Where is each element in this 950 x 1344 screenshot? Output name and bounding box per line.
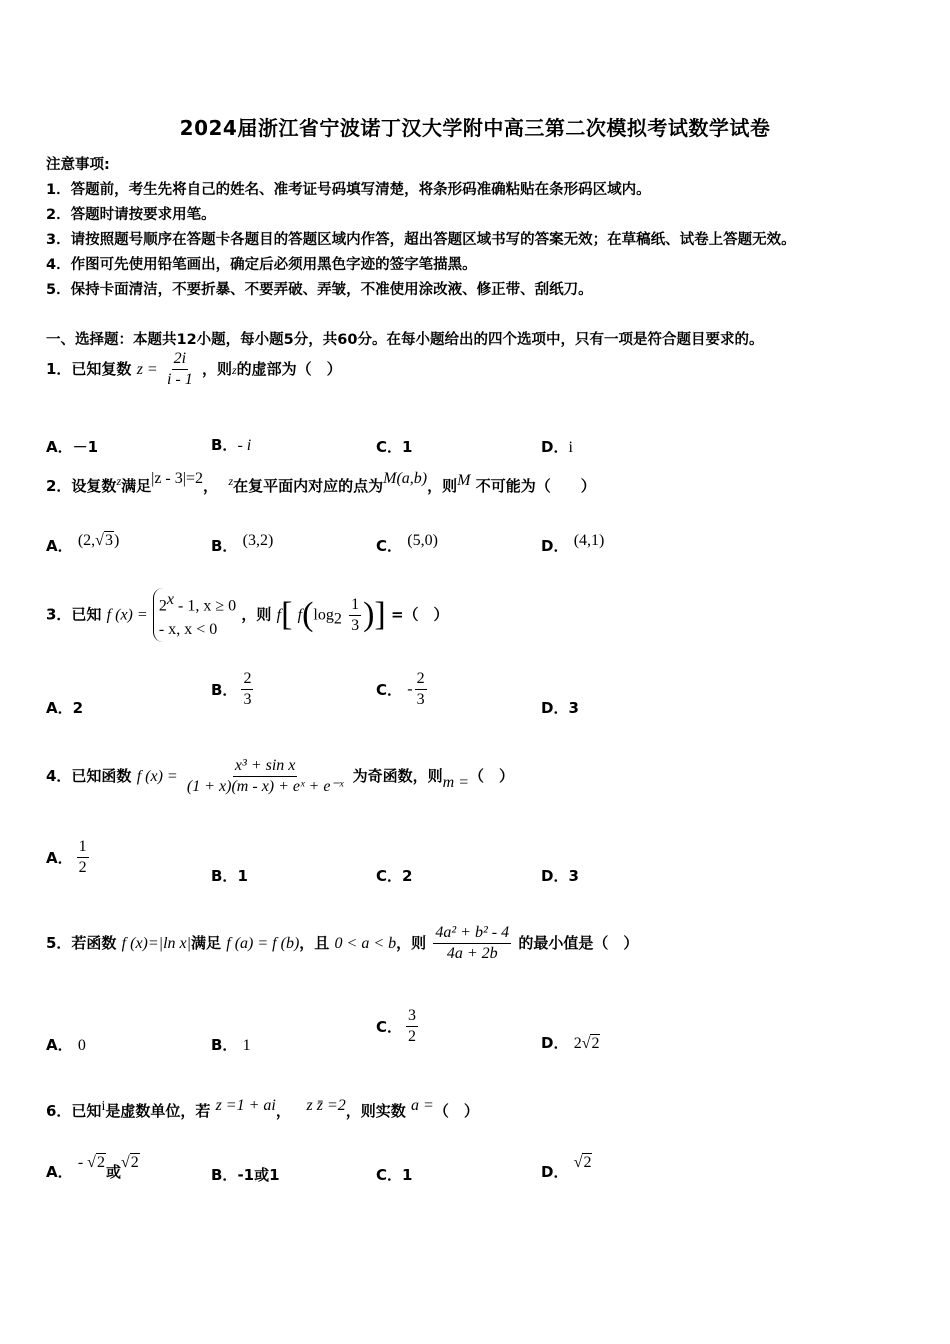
q6-text: 是虚数单位，若 <box>105 1102 211 1120</box>
q5-option-b[interactable]: B． 1 <box>211 1036 251 1054</box>
notice-item: 3．请按照题号顺序在答题卡各题目的答题区域内作答，超出答题区域书写的答案无效；在草稿纸、试卷上答题无效。 <box>46 232 796 248</box>
q6-a: a = <box>411 1097 434 1114</box>
q1-denominator: i - 1 <box>166 371 193 388</box>
q3-prefix: 3．已知 <box>46 605 102 624</box>
q5-inequality: 0 < a < b <box>334 935 397 952</box>
section-heading: 一、选择题：本题共12小题，每小题5分，共60分。在每小题给出的四个选项中，只有一项是符合题目要求的。 <box>46 332 764 348</box>
q6-option-d[interactable]: D． √2 <box>541 1154 592 1181</box>
q2-suffix: 不可能为（ ） <box>475 477 596 495</box>
q5-option-c[interactable]: C． $\frac{3}{2}$ <box>376 1007 417 1045</box>
q5-condition: f (a) = f (b) <box>226 935 300 952</box>
q3-suffix: =（ ） <box>390 605 449 624</box>
q6-text: ，则实数 <box>345 1102 406 1120</box>
q4-option-a[interactable]: A． $\frac{1}{2}$ <box>46 838 87 876</box>
q6-option-b[interactable]: B．-1或1 <box>211 1166 280 1184</box>
q3-log-fraction: $\frac{1}{3}$ <box>351 595 360 634</box>
q6-z: z =1 + ai <box>215 1097 276 1114</box>
q3-option-c[interactable]: C． - $\frac{2}{3}$ <box>376 670 425 708</box>
q1-numerator: 2i <box>172 350 188 370</box>
q5-text: ，且 <box>299 934 330 952</box>
q1-suffix: 的虚部为（ ） <box>236 360 342 378</box>
q2-text: ，则 <box>427 477 458 495</box>
q2-prefix: 2．设复数 <box>46 477 117 495</box>
notice-item: 5．保持卡面清洁，不要折暴、不要弄破、弄皱，不准使用涂改液、修正带、刮纸刀。 <box>46 282 593 298</box>
q2-option-b[interactable]: B． (3,2) <box>211 532 274 555</box>
q6-text: ， <box>275 1102 291 1120</box>
q4-function: f (x) = <box>136 768 178 785</box>
q6-zz: z z̄ =2 <box>306 1097 346 1114</box>
q1-option-d[interactable]: D．i <box>541 438 573 456</box>
page-title: 2024届浙江省宁波诺丁汉大学附中高三第二次模拟考试数学试卷 <box>179 116 771 140</box>
q1-option-b[interactable]: B．- i <box>211 436 252 454</box>
q5-prefix: 5．若函数 <box>46 934 117 952</box>
q5-text: 满足 <box>191 934 222 952</box>
q5-option-d[interactable]: D． 2√2 <box>541 1034 600 1052</box>
q4-option-d[interactable]: D．3 <box>541 867 579 885</box>
q6-prefix: 6．已知 <box>46 1102 102 1120</box>
q5-suffix: 的最小值是（ ） <box>518 934 639 952</box>
q1-option-c[interactable]: C．1 <box>376 438 413 456</box>
notice-item: 4．作图可先使用铅笔画出，确定后必须用黑色字迹的签字笔描黑。 <box>46 257 477 273</box>
question-6 <box>46 1096 479 1121</box>
q3-log: log <box>313 606 334 624</box>
q1-fraction <box>165 350 195 389</box>
q3-option-a[interactable]: A．2 <box>46 699 84 717</box>
q6-suffix: （ ） <box>433 1102 479 1120</box>
q2-option-d[interactable]: D． (4,1) <box>541 532 605 555</box>
q2-text: ， <box>202 477 218 495</box>
q1-mid: ，则 <box>201 360 232 378</box>
q2-text: 在复平面内对应的点为 <box>233 477 384 495</box>
q3-f-inner: f <box>297 606 303 624</box>
question-3: 3．已知 f $(x) = 2^x - 1$, x ≥ 0 - x, x < 0 ，则 f[ $f(\log_2$ $\frac{1}{3}$ )] =（ ） <box>46 588 449 642</box>
notice-item: 2．答题时请按要求用笔。 <box>46 207 216 223</box>
q4-prefix: 4．已知函数 <box>46 767 132 785</box>
q4-fraction: $\frac{\text{x³ + sin x}}{\text{(1 + x)(m - x) + eˣ + e⁻ˣ}}$ <box>186 757 344 795</box>
q4-m: m = <box>442 774 469 791</box>
q5-option-a[interactable]: A． 0 <box>46 1036 86 1054</box>
q1-option-a[interactable]: A．－1 <box>46 438 99 456</box>
q4-option-c[interactable]: C．2 <box>376 867 413 885</box>
q1-prefix: 1．已知复数 <box>46 360 132 378</box>
q5-text: ，则 <box>396 934 427 952</box>
q3-option-b[interactable]: B． $\frac{2}{3}$ <box>211 670 252 708</box>
q1-var: z <box>231 363 237 377</box>
q4-option-b[interactable]: B．1 <box>211 867 248 885</box>
q3-f-outer: f <box>276 606 282 624</box>
q2-text: 满足 <box>121 477 152 495</box>
q2-var: z <box>228 474 234 488</box>
q2-var: z <box>116 474 122 488</box>
q2-condition: |z - 3|=2 <box>151 470 203 487</box>
q2-point-m: M <box>457 472 471 489</box>
question-2 <box>46 470 596 496</box>
q3-option-d[interactable]: D．3 <box>541 699 579 717</box>
q2-option-a[interactable]: A． (2,√3) <box>46 532 120 555</box>
q5-fraction: $\frac{\text{4a² + b² - 4}}{4a + 2b}$ <box>435 924 510 962</box>
notice-heading: 注意事项: <box>46 157 110 173</box>
q2-option-c[interactable]: C． (5,0) <box>376 532 438 555</box>
q6-i: i <box>101 1099 106 1114</box>
q3-function: f (x) = <box>106 606 148 624</box>
q4-suffix: （ ） <box>469 767 515 785</box>
notice-item: 1．答题前，考生先将自己的姓名、准考证号码填写清楚，将条形码准确粘贴在条形码区域内。 <box>46 182 651 198</box>
q6-option-a[interactable]: A． - √2或√2 <box>46 1154 139 1181</box>
question-4 <box>46 757 514 796</box>
q2-point: M(a,b) <box>383 470 428 487</box>
question-1 <box>46 350 342 389</box>
q6-option-c[interactable]: C．1 <box>376 1166 413 1184</box>
q3-text: ，则 <box>241 605 272 624</box>
q5-function: f (x)=|ln x| <box>121 935 192 952</box>
q3-piecewise: 2$^x$ - 1, x ≥ 0 - x, x < 0 <box>153 588 236 642</box>
q4-text: 为奇函数，则 <box>352 767 443 785</box>
q1-lhs: z = <box>136 361 158 378</box>
question-5 <box>46 924 638 963</box>
